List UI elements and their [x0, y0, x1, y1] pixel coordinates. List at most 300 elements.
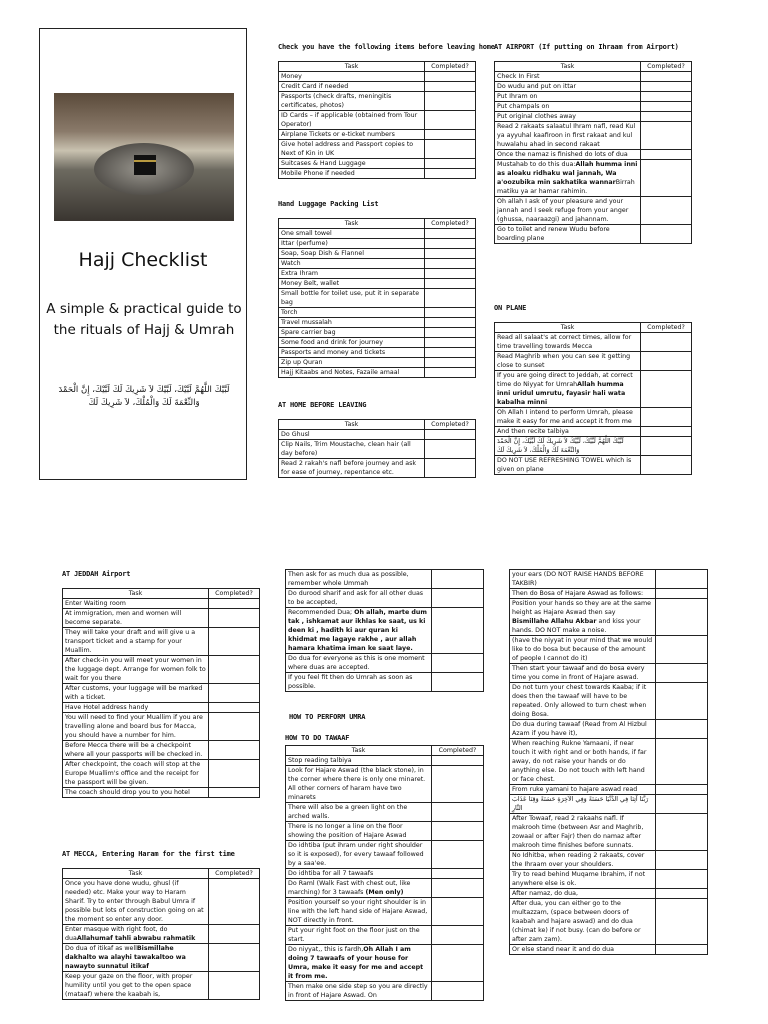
completed-checkbox-cell[interactable]: [641, 92, 692, 102]
task-cell: Torch: [279, 308, 425, 318]
table-row: [63, 972, 260, 1000]
task-cell: Mustahab to do this dua:Allah humma inni as aloaku ridhaku wal jannah, Wa a'oozubika min sakhatika wannarBirrah matiku ya ar hamar rahimin.: [495, 160, 641, 197]
completed-checkbox-cell[interactable]: [425, 229, 476, 239]
completed-checkbox-cell[interactable]: [432, 869, 484, 879]
table-row: [286, 756, 484, 766]
table-row: [495, 102, 692, 112]
checklist-table: [509, 569, 708, 955]
dua-text: Oh Allah I am doing 7 tawaafs of your house for Umra, make it easy for me and accept it from me.: [288, 946, 424, 980]
completed-checkbox-cell[interactable]: [656, 683, 708, 720]
task-cell: Do idhtiba (put ihram under right shoulder so it is exposed), for every tawaaf followed by a saa'ee.: [286, 841, 432, 869]
table-row: [495, 150, 692, 160]
completed-checkbox-cell[interactable]: [432, 766, 484, 803]
completed-checkbox-cell[interactable]: [641, 150, 692, 160]
table-row: [279, 229, 476, 239]
completed-checkbox-cell[interactable]: [425, 368, 476, 378]
table-row: [279, 289, 476, 308]
task-cell: Passports (check drafts, meningitis certificates, photos): [279, 92, 425, 111]
completed-checkbox-cell[interactable]: [656, 720, 708, 739]
completed-checkbox-cell[interactable]: [641, 408, 692, 427]
table-row: [495, 72, 692, 82]
completed-column-header: Completed?: [425, 62, 476, 72]
task-cell: Read Maghrib when you can see it getting close to sunset: [495, 352, 641, 371]
table-row: [510, 795, 708, 814]
completed-checkbox-cell[interactable]: [641, 160, 692, 197]
table-row: [286, 879, 484, 898]
table-row: [510, 785, 708, 795]
completed-checkbox-cell[interactable]: [425, 358, 476, 368]
section-hand-luggage: [278, 200, 476, 378]
task-cell: Have Hotel address handy: [63, 703, 209, 713]
table-row: [279, 348, 476, 358]
section-title: AT MECCA, Entering Haram for the first time: [62, 850, 235, 858]
completed-column-header: Completed?: [641, 323, 692, 333]
table-row: [286, 803, 484, 822]
cover-subtitle: A simple & practical guide to the rituals of Hajj & Umrah: [46, 301, 242, 338]
completed-checkbox-cell[interactable]: [432, 822, 484, 841]
completed-checkbox-cell[interactable]: [425, 269, 476, 279]
completed-checkbox-cell[interactable]: [425, 338, 476, 348]
table-row: [510, 889, 708, 899]
checklist-table: [62, 868, 260, 1000]
completed-checkbox-cell[interactable]: [425, 82, 476, 92]
task-cell: Do wudu and put on ittar: [495, 82, 641, 92]
task-cell: ID Cards – if applicable (obtained from Tour Operator): [279, 111, 425, 130]
table-row: [286, 822, 484, 841]
table-row: [495, 456, 692, 475]
table-row: [279, 459, 476, 478]
completed-checkbox-cell[interactable]: [656, 851, 708, 870]
table-row: [279, 140, 476, 159]
task-cell: Hajj Kitaabs and Notes, Fazaile amaal: [279, 368, 425, 378]
table-row: [495, 92, 692, 102]
completed-checkbox-cell[interactable]: [432, 570, 484, 589]
table-row: [495, 112, 692, 122]
table-row: [63, 788, 260, 798]
task-cell: Once the namaz is finished do lots of dua: [495, 150, 641, 160]
completed-checkbox-cell[interactable]: [641, 352, 692, 371]
dua-text: Oh allah, marte dum tak , ishkamat aur ikhlas ke saat, us ki deen ki , hadith ki aur quran ki khidmat me lagaye rakhe , aur allah hamara khatima iman ke saat laye.: [288, 609, 427, 652]
kaaba-image: [134, 155, 156, 175]
task-cell: Position your hands so they are at the same height as Hajare Aswad then say Bismillahe Allahu Akbar and kiss your hands. DO NOT make a noise.: [510, 599, 656, 636]
table-row: [286, 654, 484, 673]
completed-checkbox-cell[interactable]: [641, 225, 692, 244]
task-cell: Put original clothes away: [495, 112, 641, 122]
completed-checkbox-cell[interactable]: [432, 673, 484, 692]
completed-checkbox-cell[interactable]: [209, 925, 260, 944]
completed-checkbox-cell[interactable]: [425, 169, 476, 179]
completed-checkbox-cell[interactable]: [209, 944, 260, 972]
task-cell: After namaz, do dua,: [510, 889, 656, 899]
completed-checkbox-cell[interactable]: [656, 636, 708, 664]
task-cell: Some food and drink for journey: [279, 338, 425, 348]
table-row: [510, 814, 708, 851]
completed-checkbox-cell[interactable]: [656, 570, 708, 589]
table-row: [510, 589, 708, 599]
task-cell: Stop reading talbiya: [286, 756, 432, 766]
completed-checkbox-cell[interactable]: [425, 140, 476, 159]
table-row: [286, 766, 484, 803]
task-column-header: Task: [495, 62, 641, 72]
completed-checkbox-cell[interactable]: [641, 112, 692, 122]
task-cell: Do idhtiba for all 7 tawaafs: [286, 869, 432, 879]
task-cell: Recommended Dua; Oh allah, marte dum tak , ishkamat aur ikhlas ke saat, us ki deen ki , hadith ki aur quran ki khidmat me lagaye rakhe , aur allah hamara khatima iman ke saat laye.: [286, 608, 432, 654]
completed-checkbox-cell[interactable]: [425, 328, 476, 338]
completed-checkbox-cell[interactable]: [432, 879, 484, 898]
completed-checkbox-cell[interactable]: [209, 713, 260, 741]
task-cell: Put champals on: [495, 102, 641, 112]
table-row: [63, 703, 260, 713]
task-cell: Try to read behind Muqame Ibrahim, if not anywhere else is ok.: [510, 870, 656, 889]
completed-checkbox-cell[interactable]: [656, 899, 708, 945]
dua-text: Bismillahe Allahu Akbar: [512, 618, 597, 625]
section-title: HOW TO DO TAWAAF: [285, 734, 350, 742]
task-cell: After checkpoint, the coach will stop at the Europe Muallim's office and the receipt for the passport will be given.: [63, 760, 209, 788]
table-row: [495, 197, 692, 225]
table-row: [510, 739, 708, 785]
completed-checkbox-cell[interactable]: [209, 599, 260, 609]
completed-checkbox-cell[interactable]: [425, 430, 476, 440]
completed-checkbox-cell[interactable]: [641, 456, 692, 475]
completed-column-header: Completed?: [425, 420, 476, 430]
task-cell: Oh allah I ask of your pleasure and your jannah and I seek refuge from your anger (ghussa, naaraazgi) and jahannam.: [495, 197, 641, 225]
completed-checkbox-cell[interactable]: [656, 664, 708, 683]
table-row: [286, 841, 484, 869]
completed-checkbox-cell[interactable]: [656, 599, 708, 636]
completed-checkbox-cell[interactable]: [425, 308, 476, 318]
task-cell: Do Raml (Walk Fast with chest out, like marching) for 3 tawaafs (Men only): [286, 879, 432, 898]
table-row: [286, 673, 484, 692]
section-at-mecca: [62, 850, 260, 1000]
completed-checkbox-cell[interactable]: [432, 608, 484, 654]
section-tawaaf: [285, 734, 484, 1001]
task-cell: Do dua of itikaf as wellBismillahe dakhalto wa alayhi tawakaltoo wa nawayto sunnatul itikaf: [63, 944, 209, 972]
table-row: [286, 608, 484, 654]
table-row: [495, 82, 692, 92]
table-row: [279, 328, 476, 338]
completed-checkbox-cell[interactable]: [425, 239, 476, 249]
table-row: [510, 570, 708, 589]
completed-checkbox-cell[interactable]: [432, 926, 484, 945]
table-row: [286, 945, 484, 982]
table-row: [279, 159, 476, 169]
section-before-leaving: [278, 43, 495, 179]
completed-checkbox-cell[interactable]: [656, 889, 708, 899]
table-row: [279, 308, 476, 318]
table-row: [279, 111, 476, 130]
table-row: [510, 636, 708, 664]
completed-column-header: Completed?: [425, 219, 476, 229]
completed-checkbox-cell[interactable]: [641, 333, 692, 352]
completed-checkbox-cell[interactable]: [425, 92, 476, 111]
table-row: [63, 713, 260, 741]
table-row: [286, 982, 484, 1001]
table-row: [510, 664, 708, 683]
task-column-header: Task: [279, 62, 425, 72]
task-cell: Do Ghusl: [279, 430, 425, 440]
completed-checkbox-cell[interactable]: [209, 741, 260, 760]
table-row: [286, 570, 484, 589]
table-row: [63, 741, 260, 760]
completed-checkbox-cell[interactable]: [641, 427, 692, 437]
completed-checkbox-cell[interactable]: [425, 289, 476, 308]
cover-title: Hajj Checklist: [78, 249, 208, 271]
table-row: [495, 333, 692, 352]
task-column-header: Task: [279, 420, 425, 430]
task-column-header: Task: [279, 219, 425, 229]
completed-column-header: Completed?: [641, 62, 692, 72]
completed-checkbox-cell[interactable]: [425, 318, 476, 328]
completed-checkbox-cell[interactable]: [209, 628, 260, 656]
completed-column-header: Completed?: [209, 869, 260, 879]
section-title: AT AIRPORT (If putting on Ihraam from Airport): [494, 43, 679, 51]
completed-checkbox-cell[interactable]: [425, 72, 476, 82]
dua-text: Bismillahe dakhalto wa alayhi tawakaltoo wa nawayto sunnatul itikaf: [65, 945, 186, 970]
table-row: [63, 879, 260, 925]
table-row: [279, 259, 476, 269]
task-column-header: Task: [495, 323, 641, 333]
table-row: [279, 269, 476, 279]
table-row: [279, 358, 476, 368]
section-title: ON PLANE: [494, 304, 527, 312]
task-cell: Do dua during tawaaf (Read from Al Hizbul Azam if you have it),: [510, 720, 656, 739]
task-cell: DO NOT USE REFRESHING TOWEL which is given on plane: [495, 456, 641, 475]
completed-checkbox-cell[interactable]: [209, 609, 260, 628]
completed-column-header: Completed?: [209, 589, 260, 599]
table-row: [495, 408, 692, 427]
task-cell: Keep your gaze on the floor, with proper humility until you get to the open space (mataaf) where the kaabah is,: [63, 972, 209, 1000]
table-row: [279, 239, 476, 249]
task-cell: Money: [279, 72, 425, 82]
completed-checkbox-cell[interactable]: [425, 348, 476, 358]
table-row: [286, 898, 484, 926]
completed-checkbox-cell[interactable]: [432, 756, 484, 766]
completed-checkbox-cell[interactable]: [641, 82, 692, 92]
completed-checkbox-cell[interactable]: [209, 879, 260, 925]
checklist-table: [278, 218, 476, 378]
completed-checkbox-cell[interactable]: [656, 945, 708, 955]
task-cell: Zip up Quran: [279, 358, 425, 368]
task-cell: your ears (DO NOT RAISE HANDS BEFORE TAKBIR): [510, 570, 656, 589]
task-cell: The coach should drop you to you hotel: [63, 788, 209, 798]
task-cell: Then make one side step so you are directly in front of Hajare Aswad. On: [286, 982, 432, 1001]
task-cell: Soap, Soap Dish & Flannel: [279, 249, 425, 259]
completed-checkbox-cell[interactable]: [432, 841, 484, 869]
task-cell: Then do Bosa of Hajare Aswad as follows:: [510, 589, 656, 599]
cover-arabic-talbiya: لَبَّيْكَ اللَّهُمَّ لَبَّيْكَ، لَبَّيْكَ لاَ شَرِيكَ لَكَ لَبَّيْكَ، إِنَّ الْحَمْدَ وَالنِّعْمَةَ لَكَ وَالْمُلْكَ، لاَ شَرِيكَ لَكَ: [58, 385, 230, 408]
checklist-table: [285, 745, 484, 1001]
completed-checkbox-cell[interactable]: [209, 972, 260, 1000]
completed-checkbox-cell[interactable]: [425, 459, 476, 478]
table-row: [279, 92, 476, 111]
task-cell: Airplane Tickets or e-ticket numbers: [279, 130, 425, 140]
completed-checkbox-cell[interactable]: [425, 249, 476, 259]
task-cell: Read 2 rakaats salaatul Ihram nafl, read Kul ya ayyuhal kaafiroon in first rakaat and kul huwalahu ahad in second rakaat: [495, 122, 641, 150]
task-cell: Passports and money and tickets: [279, 348, 425, 358]
table-row: [63, 925, 260, 944]
task-cell: They will take your draft and will give u a transport ticket and a stamp for your Muallim.: [63, 628, 209, 656]
completed-checkbox-cell[interactable]: [425, 440, 476, 459]
table-row: [279, 368, 476, 378]
task-cell: Then start your tawaaf and do bosa every time you come in front of Hajare aswad.: [510, 664, 656, 683]
table-row: [510, 720, 708, 739]
table-row: [63, 656, 260, 684]
table-row: [63, 760, 260, 788]
cover-card: [39, 28, 247, 480]
task-cell: If you feel fit then do Umrah as soon as possible.: [286, 673, 432, 692]
table-row: [279, 130, 476, 140]
table-row: [279, 440, 476, 459]
completed-checkbox-cell[interactable]: [209, 703, 260, 713]
dua-text: Allahumaf tahli abwabu rahmatik: [76, 935, 196, 942]
task-cell: Watch: [279, 259, 425, 269]
task-cell: Once you have done wudu, ghusl (if needed) etc. Make your way to Haram Sharif. Try to enter through Babul Umra if possible but lots of construction going on at the moment so enter any door.: [63, 879, 209, 925]
table-row: [279, 279, 476, 289]
task-cell: Enter Waiting room: [63, 599, 209, 609]
section-title: AT HOME BEFORE LEAVING: [278, 401, 367, 409]
task-cell: Before Mecca there will be a checkpoint where all your passports will be checked in.: [63, 741, 209, 760]
table-row: [63, 609, 260, 628]
completed-column-header: Completed?: [432, 746, 484, 756]
task-cell: Money Belt, wallet: [279, 279, 425, 289]
task-cell: Go to toilet and renew Wudu before boarding plane: [495, 225, 641, 244]
table-row: [279, 72, 476, 82]
task-cell: Travel mussalah: [279, 318, 425, 328]
completed-checkbox-cell[interactable]: [432, 945, 484, 982]
table-row: [279, 430, 476, 440]
kaaba-photo: [54, 93, 234, 221]
task-cell: Read all salaat's at correct times, allow for time travelling towards Mecca: [495, 333, 641, 352]
section-col3: [509, 569, 708, 955]
checklist-table: [278, 419, 476, 478]
task-cell: Credit Card if needed: [279, 82, 425, 92]
task-cell: Enter masque with right foot, do duaAllahumaf tahli abwabu rahmatik: [63, 925, 209, 944]
table-row: [510, 683, 708, 720]
section-dua-cont: [285, 569, 484, 692]
completed-checkbox-cell[interactable]: [641, 102, 692, 112]
completed-checkbox-cell[interactable]: [641, 197, 692, 225]
task-cell: Small bottle for toilet use, put it in separate bag: [279, 289, 425, 308]
completed-checkbox-cell[interactable]: [656, 795, 708, 814]
completed-checkbox-cell[interactable]: [432, 589, 484, 608]
task-cell: Check In First: [495, 72, 641, 82]
task-cell: Do not turn your chest towards Kaaba; if it does then the tawaaf will have to be repeated. Only allowed to turn chest when doing Bosa.: [510, 683, 656, 720]
table-row: [495, 427, 692, 437]
section-title: Check you have the following items before leaving home: [278, 43, 495, 51]
task-cell: Put Ihram on: [495, 92, 641, 102]
completed-checkbox-cell[interactable]: [432, 803, 484, 822]
table-row: [510, 851, 708, 870]
task-cell: When reaching Rukne Yamaani, if near touch it with right and or both hands, if far away, do not raise your hands or do anything else. Do not touch with left hand or face chest.: [510, 739, 656, 785]
completed-checkbox-cell[interactable]: [209, 656, 260, 684]
table-row: [495, 122, 692, 150]
task-cell: (have the niyyat in your mind that we would like to do bosa but because of the amount of people I cannot do it): [510, 636, 656, 664]
task-cell: Read 2 rakah's nafl before journey and ask for ease of journey, repentance etc.: [279, 459, 425, 478]
section-title: Hand Luggage Packing List: [278, 200, 379, 208]
section-on-plane: [494, 304, 692, 475]
completed-checkbox-cell[interactable]: [641, 72, 692, 82]
completed-checkbox-cell[interactable]: [656, 739, 708, 785]
arabic-talbiya: لَبَّيْكَ اللَّهُمَّ لَبَّيْكَ، لَبَّيْكَ لاَ شَرِيكَ لَكَ لَبَّيْكَ، إِنَّ الْحَمْدَ وَالنِّعْمَةَ لَكَ وَالْمُلْكَ، لاَ شَرِيكَ لَكَ: [495, 437, 641, 456]
table-row: [510, 899, 708, 945]
task-cell: Do dua for everyone as this is one moment where duas are accepted.: [286, 654, 432, 673]
task-cell: Ittar (perfume): [279, 239, 425, 249]
completed-checkbox-cell[interactable]: [425, 259, 476, 269]
arabic-rabbana-dua: رَبَّنَا آتِنَا فِي الدُّنْيَا حَسَنَةً وَفِي الآخِرَةِ حَسَنَةً وَقِنَا عَذَابَ النَّارِ: [510, 795, 656, 814]
task-cell: At immigration, men and women will become separate.: [63, 609, 209, 628]
checklist-table: [494, 322, 692, 475]
checklist-table: [285, 569, 484, 692]
task-column-header: Task: [63, 589, 209, 599]
completed-checkbox-cell[interactable]: [209, 788, 260, 798]
task-cell: Spare carrier bag: [279, 328, 425, 338]
dua-text: (Men only): [365, 889, 404, 896]
completed-checkbox-cell[interactable]: [425, 111, 476, 130]
dua-text: Allah humma inni uridul umrutu, fayasir hali wata kabalha minni: [497, 381, 626, 406]
task-cell: Give hotel address and Passport copies to Next of Kin in UK: [279, 140, 425, 159]
completed-checkbox-cell[interactable]: [209, 684, 260, 703]
table-row: [510, 870, 708, 889]
task-cell: Put your right foot on the floor just on the start.: [286, 926, 432, 945]
table-row: [510, 945, 708, 955]
task-cell: Do durood sharif and ask for all other duas to be accepted,: [286, 589, 432, 608]
task-column-header: Task: [286, 746, 432, 756]
task-cell: If you are going direct to Jeddah, at correct time do Niyyat for UmrahAllah humma inni uridul umrutu, fayasir hali wata kabalha minni: [495, 371, 641, 408]
completed-checkbox-cell[interactable]: [425, 130, 476, 140]
completed-checkbox-cell[interactable]: [425, 279, 476, 289]
completed-checkbox-cell[interactable]: [641, 371, 692, 408]
task-cell: Oh Allah I intend to perform Umrah, please make it easy for me and accept it from me: [495, 408, 641, 427]
table-row: [495, 225, 692, 244]
completed-checkbox-cell[interactable]: [432, 982, 484, 1001]
completed-checkbox-cell[interactable]: [432, 654, 484, 673]
task-cell: And then recite talbiya: [495, 427, 641, 437]
task-cell: Extra Ihram: [279, 269, 425, 279]
completed-checkbox-cell[interactable]: [656, 870, 708, 889]
task-cell: Clip Nails, Trim Moustache, clean hair (all day before): [279, 440, 425, 459]
table-row: [286, 869, 484, 879]
table-row: [279, 318, 476, 328]
completed-checkbox-cell[interactable]: [656, 785, 708, 795]
table-row: [63, 599, 260, 609]
completed-checkbox-cell[interactable]: [432, 898, 484, 926]
task-cell: Or else stand near it and do dua: [510, 945, 656, 955]
completed-checkbox-cell[interactable]: [656, 814, 708, 851]
completed-checkbox-cell[interactable]: [641, 437, 692, 456]
task-cell: One small towel: [279, 229, 425, 239]
table-row: [63, 684, 260, 703]
table-row: [279, 249, 476, 259]
task-column-header: Task: [63, 869, 209, 879]
completed-checkbox-cell[interactable]: [641, 122, 692, 150]
task-cell: There will also be a green light on the arched walls.: [286, 803, 432, 822]
checklist-table: [62, 588, 260, 798]
task-cell: Suitcases & Hand Luggage: [279, 159, 425, 169]
completed-checkbox-cell[interactable]: [425, 159, 476, 169]
task-cell: You will need to find your Muallim if you are travelling alone and board bus for Macca, you should have a number for him.: [63, 713, 209, 741]
task-cell: From ruke yamani to hajare aswad read: [510, 785, 656, 795]
completed-checkbox-cell[interactable]: [209, 760, 260, 788]
table-row: [286, 926, 484, 945]
task-cell: Look for Hajare Aswad (the black stone), in the corner where there is only one minaret. All other corners of haram have two minarets: [286, 766, 432, 803]
table-row: [63, 944, 260, 972]
task-cell: After Towaaf, read 2 rakaahs nafl. If makrooh time (between Asr and Maghrib, zowaal or after Fajr) then do namaz after makrooh time finishes before sunnats.: [510, 814, 656, 851]
task-cell: After customs, your luggage will be marked with a ticket.: [63, 684, 209, 703]
task-cell: Then ask for as much dua as possible, remember whole Ummah: [286, 570, 432, 589]
completed-checkbox-cell[interactable]: [656, 589, 708, 599]
task-cell: Do niyyat,, this is fardh,Oh Allah I am doing 7 tawaafs of your house for Umra, make it easy for me and accept it from me.: [286, 945, 432, 982]
task-cell: No Idhitba, when reading 2 rakaats, cover the Ihraam over your shoulders.: [510, 851, 656, 870]
